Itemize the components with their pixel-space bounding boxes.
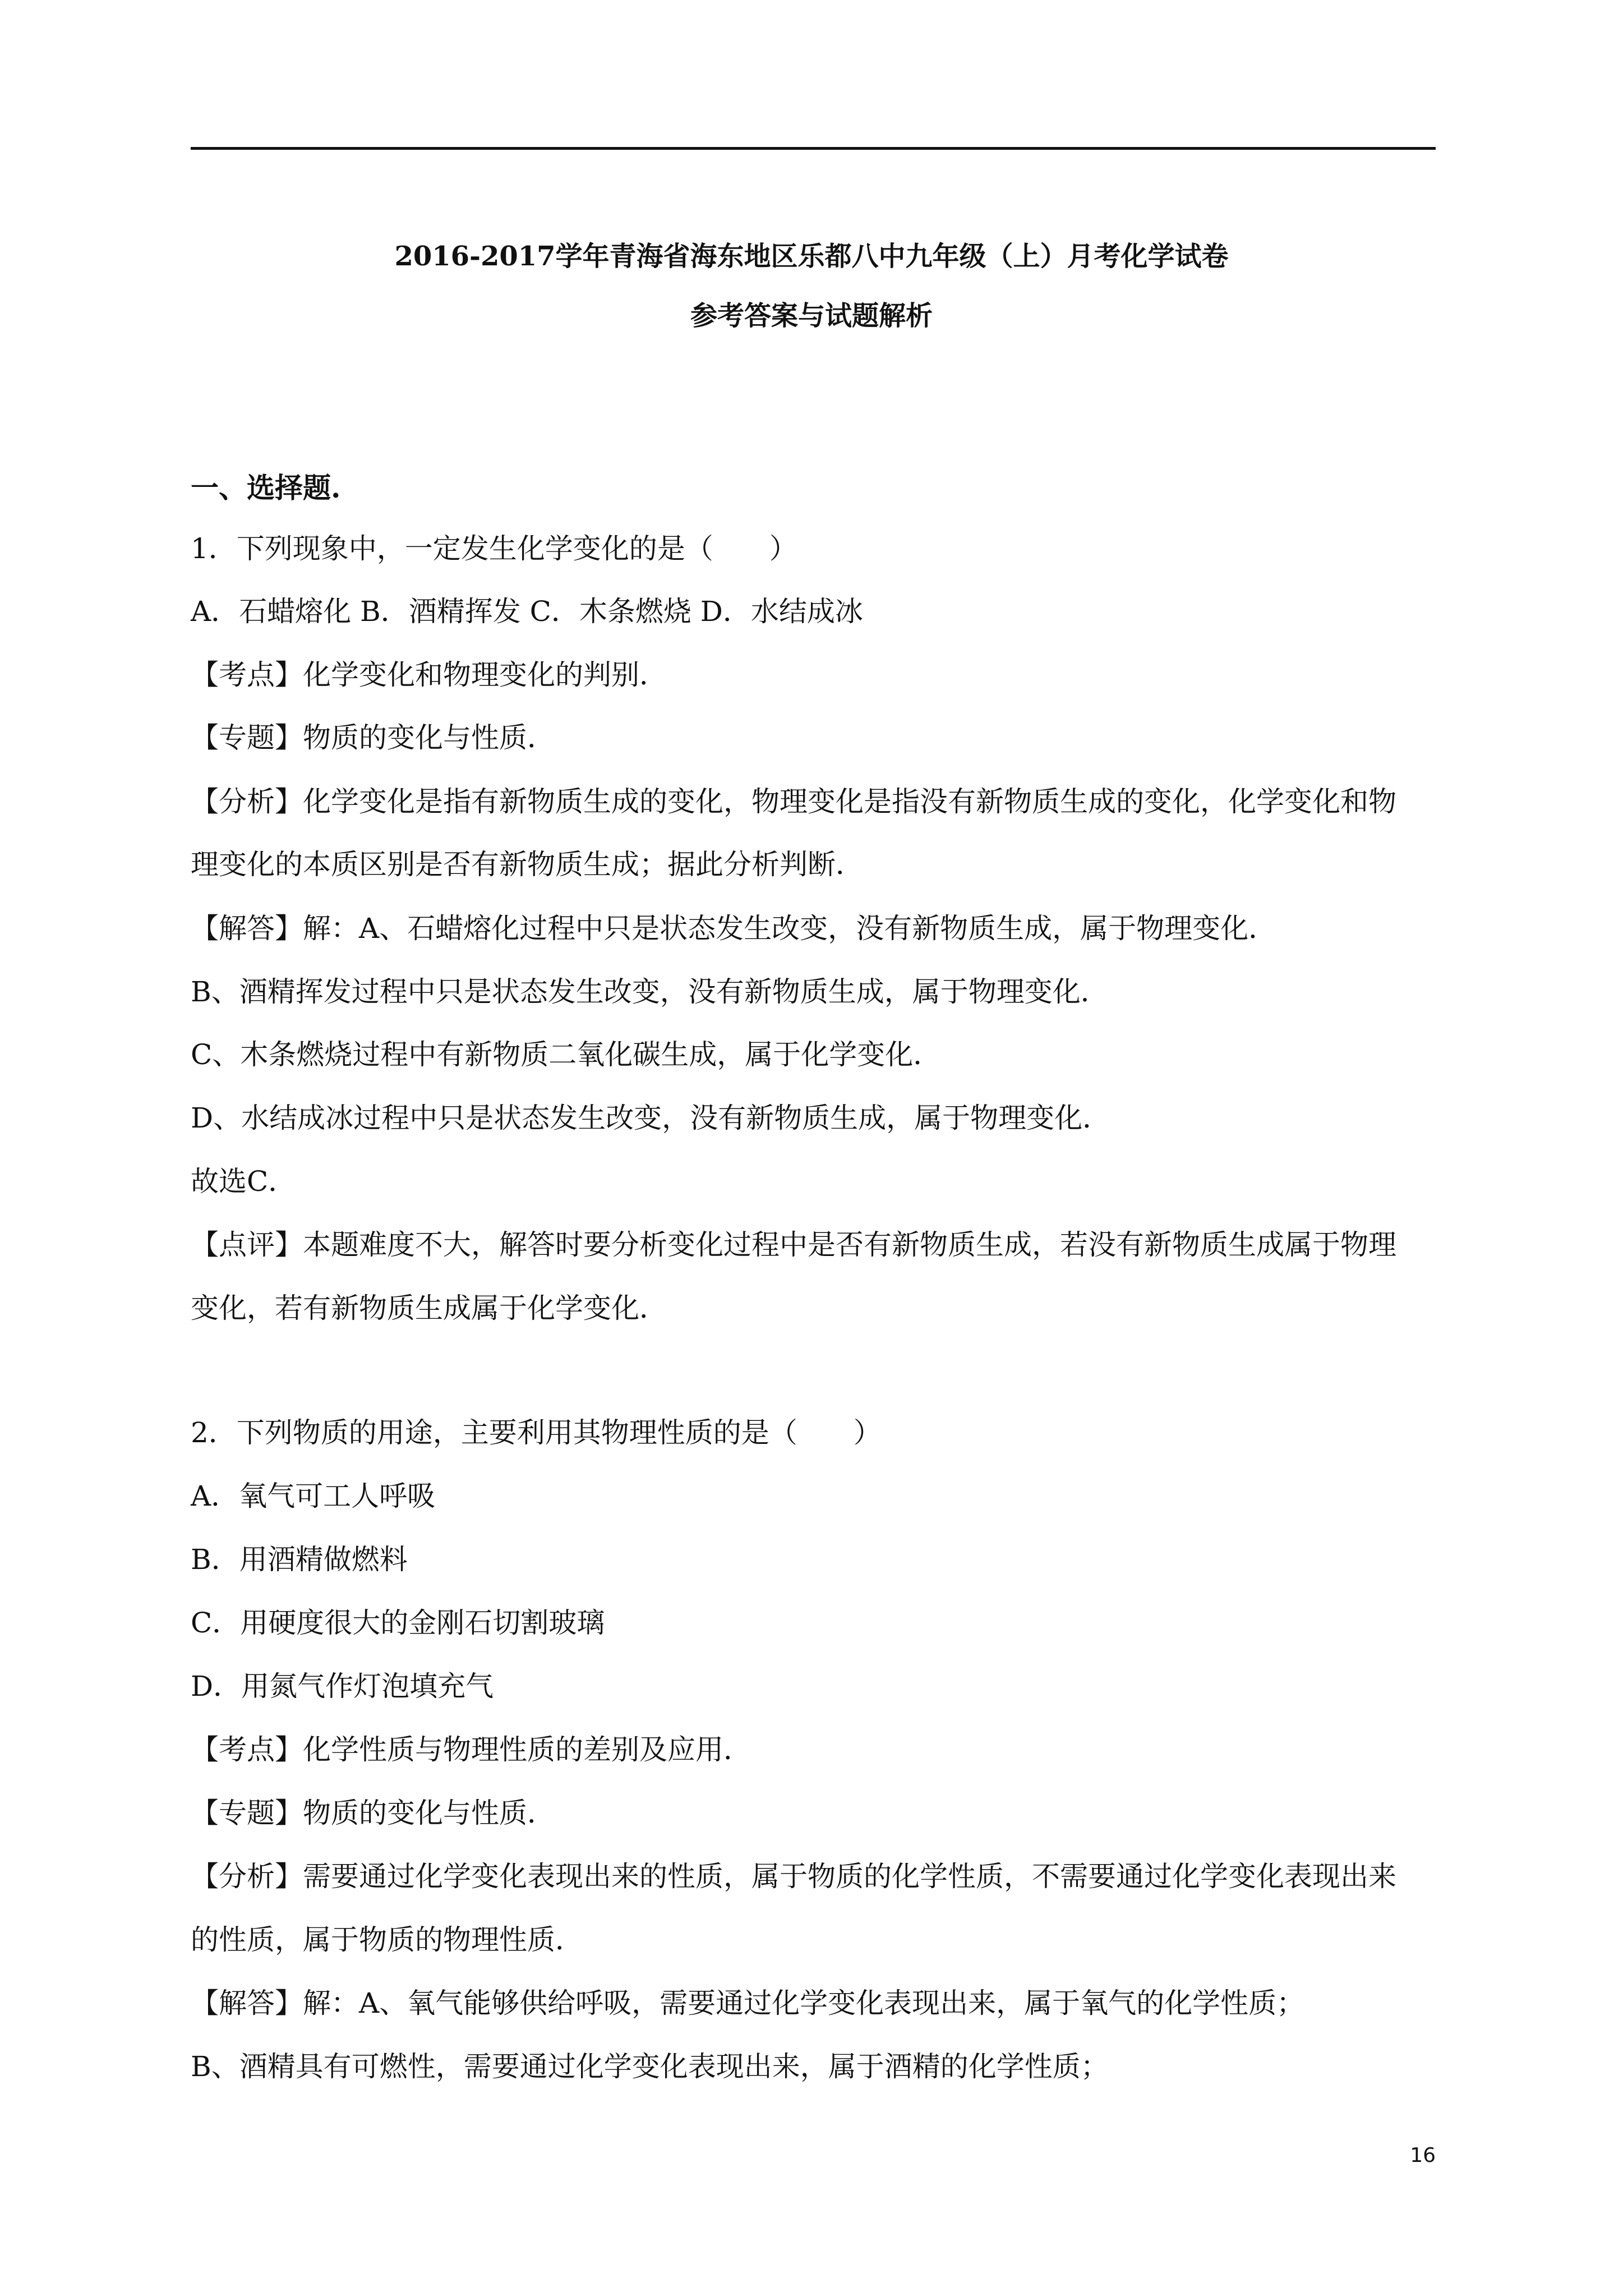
- q2-jieda-line-1: 【解答】解：A、氧气能够供给呼吸，需要通过化学变化表现出来，属于氧气的化学性质；: [191, 1987, 1305, 2019]
- q1-jieda-line-1: 【解答】解：A、石蜡熔化过程中只是状态发生改变，没有新物质生成，属于物理变化．: [191, 912, 1277, 945]
- q1-zhuanti: 【专题】物质的变化与性质．: [191, 721, 555, 754]
- document-subtitle: 参考答案与试题解析: [690, 300, 933, 332]
- q1-answer: 故选C．: [191, 1165, 297, 1198]
- q1-dianping-line-1: 【点评】本题难度不大，解答时要分析变化过程中是否有新物质生成，若没有新物质生成属于物理: [191, 1228, 1396, 1261]
- q2-option-a: A．氧气可工人呼吸: [191, 1480, 436, 1512]
- q2-question: 2．下列物质的用途，主要利用其物理性质的是（ ）: [191, 1416, 882, 1449]
- header-rule: [191, 147, 1436, 150]
- page-number: 16: [1410, 2144, 1436, 2167]
- section-heading: 一、选择题.: [191, 471, 341, 504]
- document-title: 2016-2017学年青海省海东地区乐都八中九年级（上）月考化学试卷: [394, 241, 1229, 272]
- q2-fenxi-line-2: 的性质，属于物质的物理性质．: [191, 1924, 583, 1956]
- q1-kaodian: 【考点】化学变化和物理变化的判别．: [191, 659, 667, 691]
- q1-jieda-line-4: D、水结成冰过程中只是状态发生改变，没有新物质生成，属于物理变化．: [191, 1102, 1111, 1134]
- q1-dianping-line-2: 变化，若有新物质生成属于化学变化．: [191, 1292, 667, 1324]
- q1-fenxi-line-1: 【分析】化学变化是指有新物质生成的变化，物理变化是指没有新物质生成的变化，化学变化和物: [191, 785, 1396, 818]
- q2-option-d: D．用氮气作灯泡填充气: [191, 1670, 494, 1703]
- q2-zhuanti: 【专题】物质的变化与性质．: [191, 1797, 555, 1829]
- q2-jieda-line-2: B、酒精具有可燃性，需要通过化学变化表现出来，属于酒精的化学性质；: [191, 2050, 1109, 2083]
- q2-option-b: B．用酒精做燃料: [191, 1543, 408, 1576]
- q1-question: 1．下列现象中，一定发生化学变化的是（ ）: [191, 532, 797, 565]
- q1-options: A．石蜡熔化 B．酒精挥发 C．木条燃烧 D．水结成冰: [191, 595, 863, 628]
- q2-fenxi-line-1: 【分析】需要通过化学变化表现出来的性质，属于物质的化学性质，不需要通过化学变化表现出来: [191, 1860, 1396, 1893]
- q1-jieda-line-3: C、木条燃烧过程中有新物质二氧化碳生成，属于化学变化．: [191, 1038, 942, 1071]
- q1-fenxi-line-2: 理变化的本质区别是否有新物质生成；据此分析判断．: [191, 848, 864, 881]
- q2-option-c: C．用硬度很大的金刚石切割玻璃: [191, 1607, 605, 1639]
- q1-jieda-line-2: B、酒精挥发过程中只是状态发生改变，没有新物质生成，属于物理变化．: [191, 976, 1109, 1008]
- q2-kaodian: 【考点】化学性质与物理性质的差别及应用．: [191, 1733, 751, 1766]
